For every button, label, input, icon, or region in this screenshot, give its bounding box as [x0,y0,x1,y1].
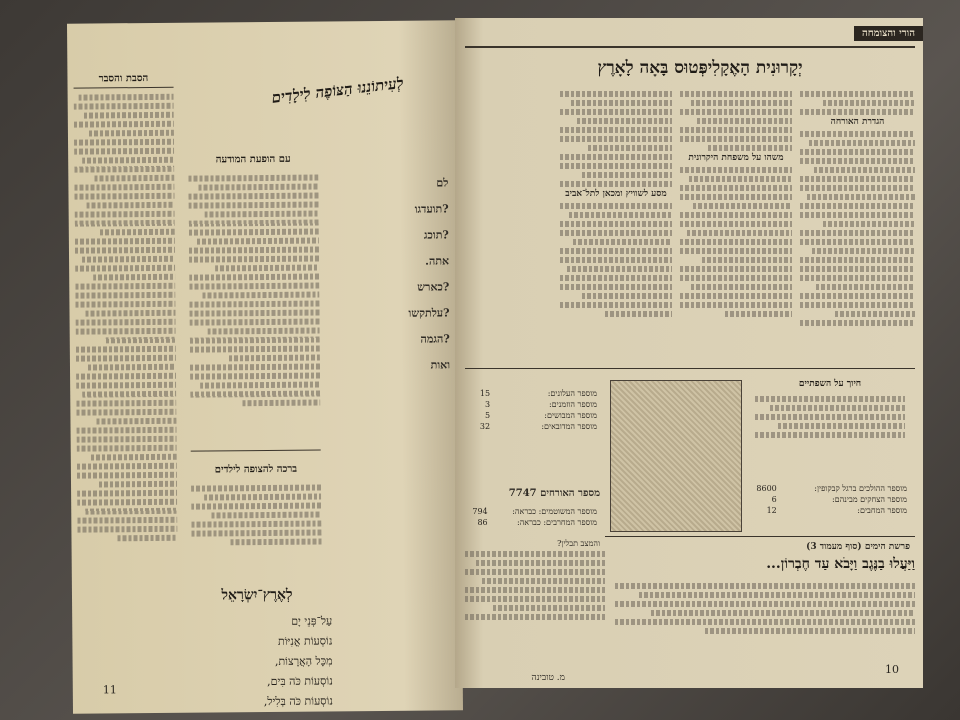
bottom-headline: וַיַּעֲלוּ בַנֶּגֶב וַיָּבֹא עַד חֶבְרוֹן... [766,556,915,572]
box-row-label: מוספר המחבים: [857,506,907,515]
stats-footer: והמצב תבלין? [557,539,600,548]
stats-table-2 [465,506,600,528]
subhead: הגדרת האורחה [830,117,885,127]
poem-line: נוֹסְעוֹת אֳנִיּוֹת [277,634,333,648]
fragment: ?עלתקשו [408,306,450,320]
table-row [465,399,600,410]
box-row-label: מוספר ההולכים ברגל קבקופין: [814,484,907,493]
col-b-body [188,172,321,473]
left-page [67,20,463,713]
col-b-heading: עם הופעת המודעה [215,153,291,166]
stats-title: מספר האורחים [540,488,600,499]
divider [605,536,915,537]
box-table [745,483,910,516]
signature: מ. טובינה [531,673,565,683]
stats-number: 7747 [508,488,537,499]
page-number-left: 11 [102,683,117,697]
subhead: מסע לשוויץ ומכאן לתל־אביב [565,189,667,199]
col-a-heading: הסבת והסבר [98,73,149,85]
headline: יְקָרוּנִית הָאֶקָלִיפְּטוּס בָּאָה לָאָרֶץ [597,58,803,78]
title-art: לְעִיתוֹנֵנוּ הַצּוֹפֶה לִילָדִים [270,73,405,107]
right-page [455,18,923,688]
box-title: חיוך על השפתיים [798,379,862,389]
poem-line: מִכָּל הָאֲרָצוֹת, [274,654,333,668]
box-row-label: מוספר הצחקים מבינהם: [831,495,907,504]
table-row [745,494,910,505]
table-row [745,483,910,494]
stats-value: 794 [472,507,488,516]
stats-value: 32 [479,422,491,431]
divider [74,87,174,89]
table-row [465,410,600,421]
stats-title-row [465,488,600,499]
bottom-title-row [745,542,910,553]
fragment: ?הגמה [420,332,450,346]
stats-label: מוספר המבושים: [544,411,597,420]
stats-value: 15 [479,389,491,398]
col-a-body [74,91,179,682]
box-row-value: 12 [766,506,777,515]
table-row [465,517,600,528]
divider [465,368,915,369]
stats-value: 86 [477,518,488,527]
stats-label: מוספר הוזמנים: [548,400,597,409]
crowd-illustration [610,380,742,532]
article-col-2 [680,88,792,363]
stats-value: 3 [484,400,491,409]
stats-table [465,388,600,432]
fragment: ?תוכג [423,228,449,242]
fragment: ?כארש [417,280,450,294]
stats-label: מוספר המשוטמים: כבראה: [512,507,597,516]
article-col-3 [560,88,672,363]
bottom-note: (סוף מעמוד 3) [806,542,862,552]
table-row [465,506,600,517]
col-b-heading-2: ברכה להצופה לילדים [214,463,298,476]
fragment: ואות [430,358,451,372]
stats-value: 5 [484,411,491,420]
page-number-right: 10 [885,663,899,676]
table-row [465,388,600,399]
box-row-value: 6 [771,495,777,504]
fragment: אתה. [425,254,450,268]
stats-label: מוספר העלונים: [547,389,597,398]
poem-line: נוֹסְעוֹת כֹּה בְּלִיל, [263,694,333,709]
box-body [755,393,905,463]
poem-title: לְאֶרֶץ־יִשְׂרָאֵל [221,586,293,604]
bottom-title: פרשת הימים [864,542,910,552]
fragment: לם [436,176,449,190]
bottom-col-left [465,548,605,668]
table-row [745,505,910,516]
box-row-value: 8600 [756,484,777,493]
subhead: משהו על משפחת היקרונית [688,153,784,163]
article-col-1 [800,88,915,363]
poem-line: עַל־פְּנֵי יָם [291,614,333,628]
col-c-fragments [338,170,452,671]
stats-label: מוספר המדובאים: [541,422,597,431]
table-row [465,421,600,432]
poem-body [172,611,333,712]
bottom-col-right [615,580,915,670]
poem-line: נוֹסְעוֹת כֹּה בִּים, [267,674,333,688]
stats-label: מוספר המחרבים: כבראה: [517,518,597,527]
fragment: ?תועדגו [414,202,449,216]
section-tab: הורי והצומחה [854,26,923,41]
col-b-body-2 [191,482,322,563]
top-rule [465,46,915,48]
